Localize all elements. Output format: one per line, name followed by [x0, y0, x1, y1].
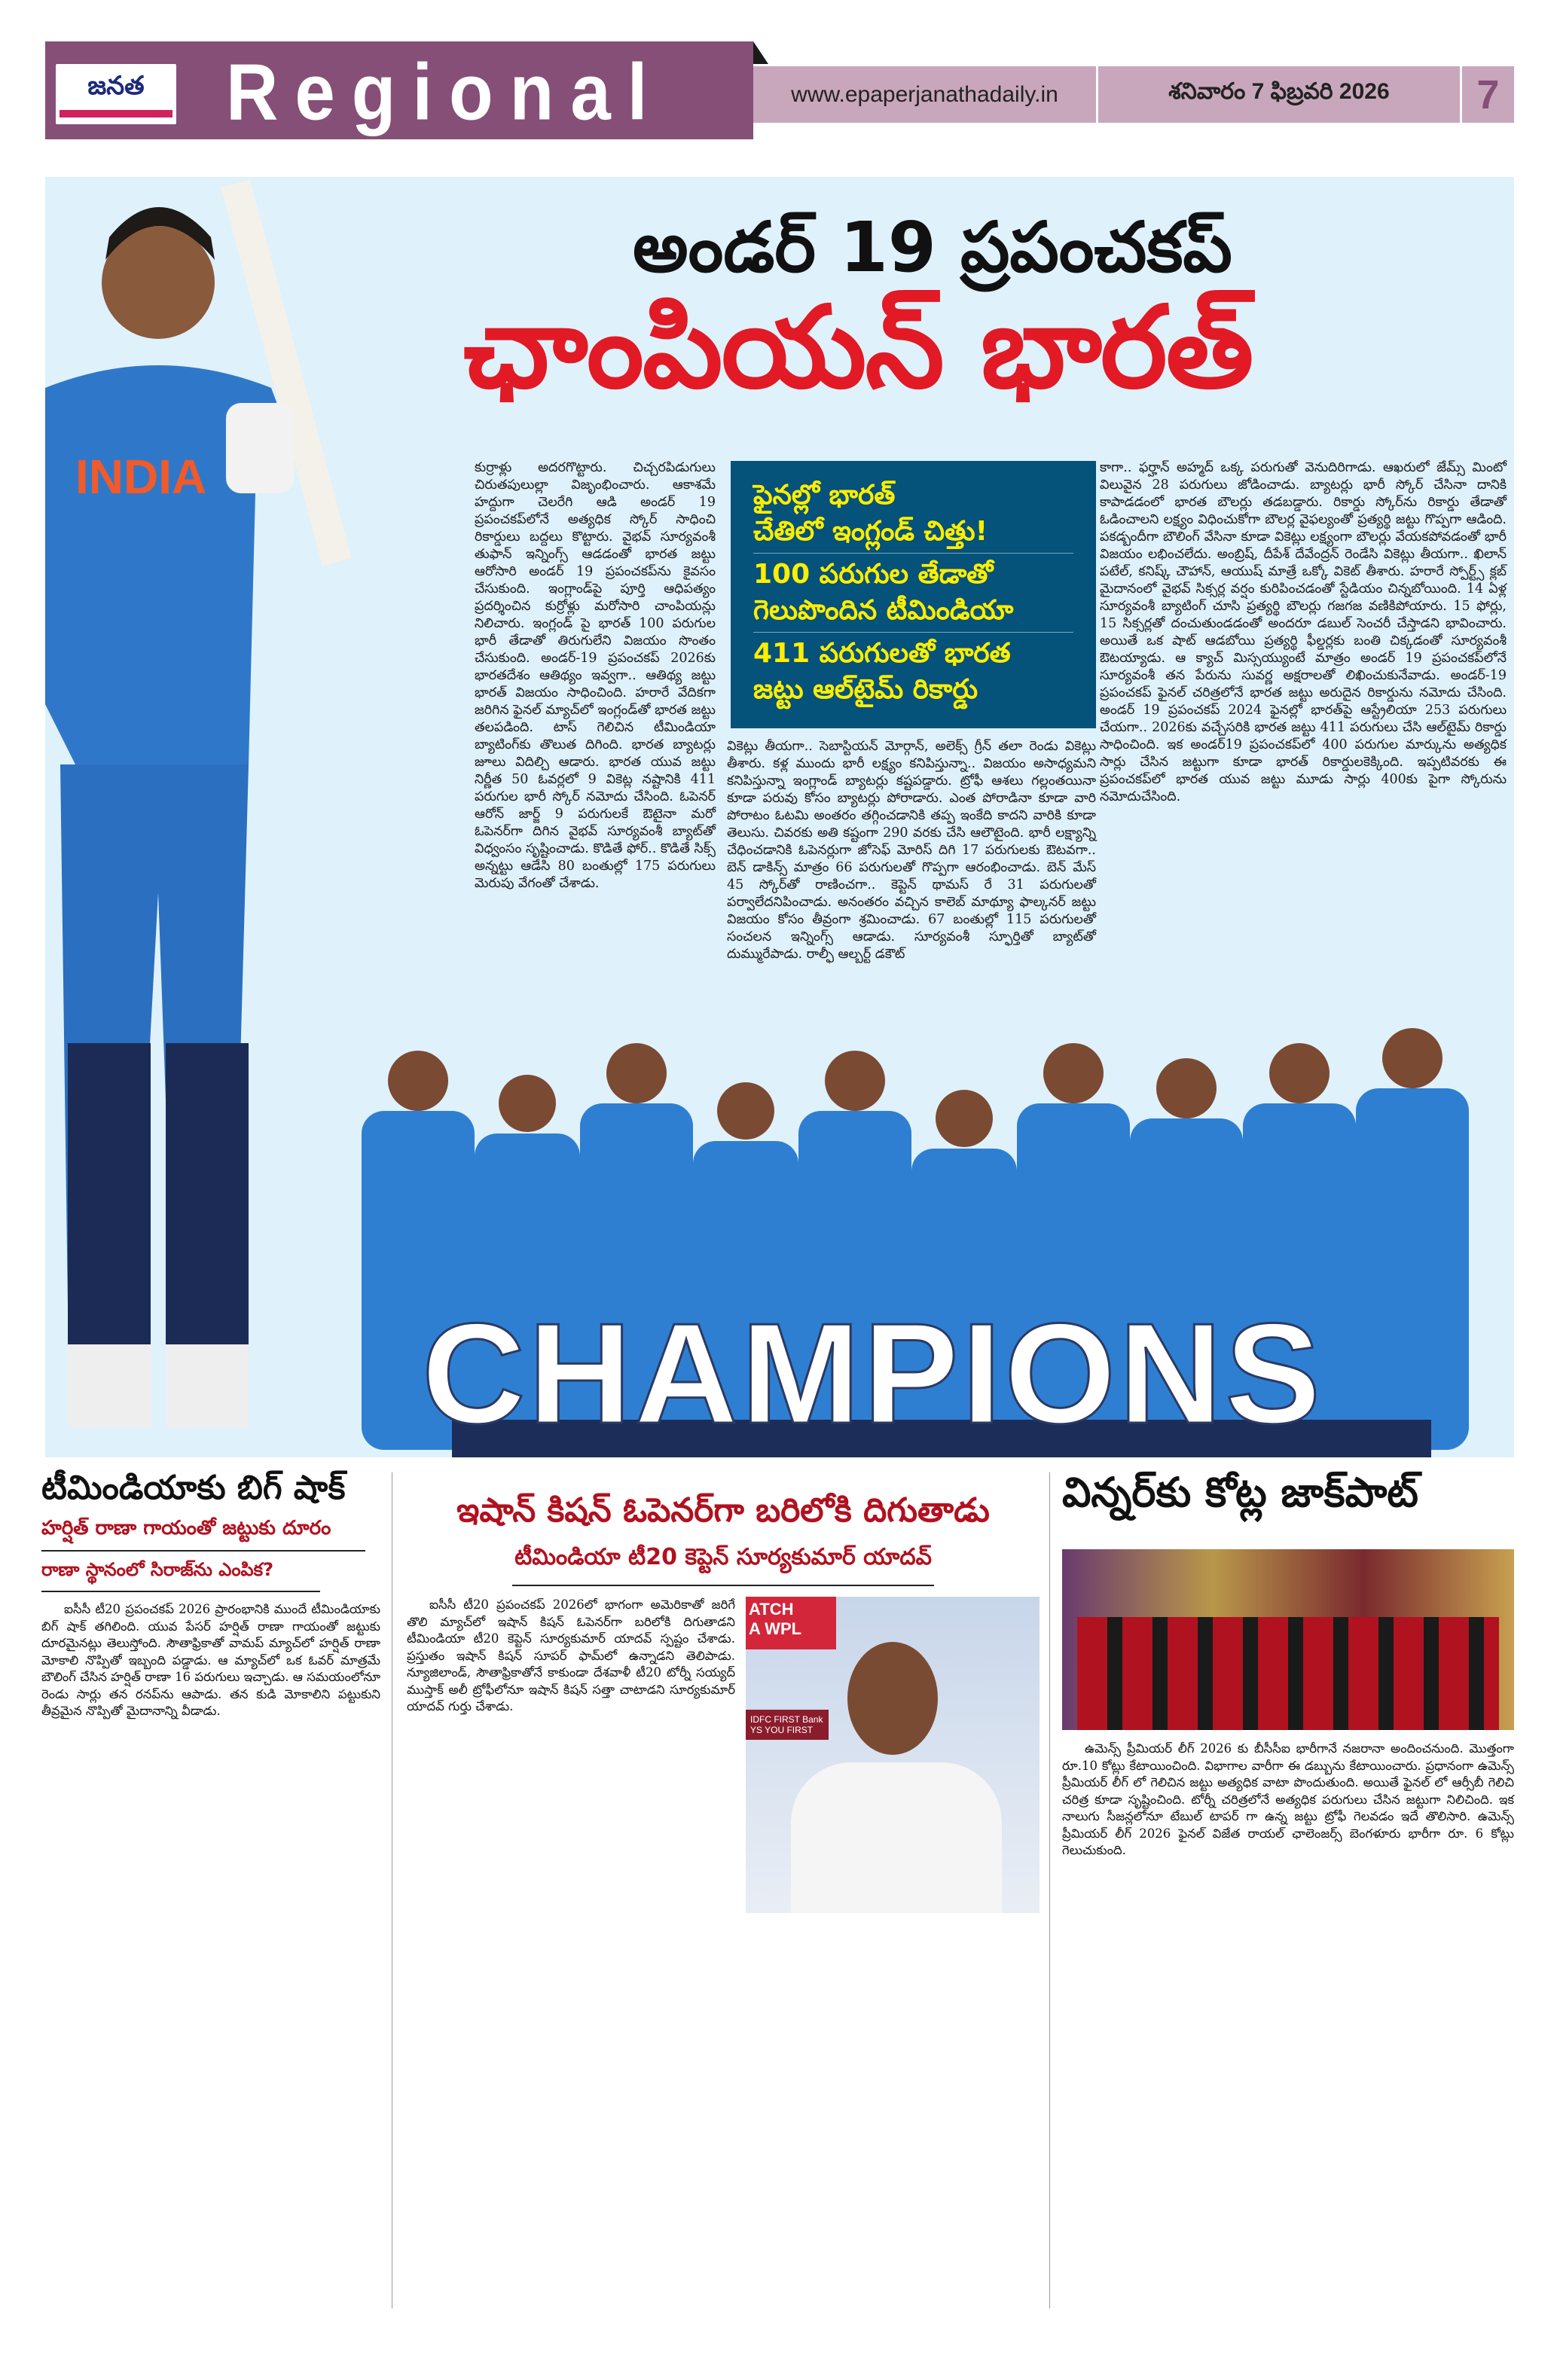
jersey-text: INDIA	[75, 450, 207, 504]
article-subhead: హర్షిత్ రాణా గాయంతో జట్టుకు దూరం	[41, 1517, 331, 1539]
article-headline: టీమిండియాకు బిగ్ షాక్	[41, 1469, 346, 1507]
rcb-celebration-photo	[1062, 1549, 1514, 1730]
highlight-line: 100 పరుగుల తేడాతో	[753, 559, 994, 590]
page-number: 7	[1462, 66, 1514, 123]
lead-title-line1: అండర్ 19 ప్రపంచకప్	[633, 207, 1232, 288]
article-subhead: టీమిండియా టీ20 కెప్టెన్ సూర్యకుమార్ యాదవ్	[514, 1544, 932, 1570]
highlight-line: చేతిలో ఇంగ్లండ్ చిత్తు!	[753, 516, 988, 547]
divider	[41, 1550, 365, 1552]
website-url[interactable]: www.epaperjanathadaily.in	[753, 66, 1096, 123]
shirt	[791, 1762, 1002, 1913]
backdrop-text: YS YOU FIRST	[750, 1725, 814, 1735]
lead-body-col2: వికెట్లు తీయగా.. సెబాస్టియన్ మోర్గాన్, అలెక్స్ గ్రీన్ తలా రెండు వికెట్లు తీశారు. కళ్ల ముందు భారీ లక్ష్యం కనిపిస్తున్నా.. విజయం అసాధ్యమని కనిపిస్తున్నా ఇంగ్లాండ్ బ్యాటర్లు కష్టపడ్డారు. ట్రోఫీ ఆశలు గల్లంతయినా కూడా పరువు కోసం బ్యాటర్లు పోరాడారు. ఎంత పోరాడినా కూడా వారి పోరాటం ఓటమి అంతరం తగ్గించడానికి తప్ప ఇంకేది కాదని వారికి కూడా తెలుసు. చివరకు అతి కష్టంగా 290 వరకు చేసి ఆలౌటైంది. భారీ లక్ష్యాన్ని చేధించడానికి ఓపెనర్లుగా జోసెఫ్ మోరిస్ దిగి 17 పరుగులకు ఔటవగా.. బెన్ డాకిన్స్ మాత్రం 66 పరుగులతో గొప్పగా ఆరంభించాడు. బెన్ మేస్ 45 స్కోర్‌తో రాణించగా.. కెప్టెన్ థామస్ రే 31 పరుగులతో పర్వాలేదనిపించాడు. అనంతరం వచ్చిన కాలెబ్ మాథ్యూ ఫాల్కనర్ జట్టు విజయం కోసం తీవ్రంగా శ్రమించాడు. 67 బంతుల్లో 115 పరుగులతో సంచలన ఇన్నింగ్స్ ఆడాడు. సూర్యవంశీ స్ఫూర్తితో బ్యాట్‌తో దుమ్మురేపాడు. రాల్ఫీ ఆల్బర్ట్ డకౌట్	[727, 739, 1096, 962]
article-kicker: రాణా స్థానంలో సిరాజ్‌ను ఎంపిక?	[41, 1559, 274, 1580]
lead-title-line2: ఛాంపియన్ భారత్	[463, 282, 1253, 413]
logo-strip	[60, 110, 172, 117]
article-big-shock	[41, 1469, 380, 1720]
backdrop-wpl-text	[746, 1597, 836, 1649]
face	[847, 1642, 938, 1755]
backdrop-text: IDFC FIRST Bank	[750, 1714, 823, 1725]
highlight-line: గెలుపొందిన టీమిండియా	[753, 595, 1014, 626]
team-players	[1077, 1617, 1499, 1730]
lead-body-col1: కుర్రాళ్లు అదరగొట్టారు. చిచ్చరపిడుగులు చిరుతపులుల్లా విజృంభించారు. ఆకాశమే హద్దుగా చెలరేగి ఆడి అండర్ 19 ప్రపంచకప్‌లోనే అత్యధిక స్కోర్ సాధించి రికార్డులు బద్దలు కొట్టారు. వైభవ్ సూర్యవంశీ తుఫాన్ ఇన్నింగ్స్ ఆడడంతో భారత జట్టు ఆరోసారి అండర్ 19 ప్రపంచకప్‌ను కైవసం చేసుకుంది. ఇంగ్లాండ్‌పై పూర్తి ఆధిపత్యం ప్రదర్శించిన కుర్రోళ్లు మరోసారి చాంపియన్లు నిలిచారు. ఇంగ్లండ్ పై భారత్ 100 పరుగుల భారీ తేడాతో తిరుగులేని విజయం సొంతం చేసుకుంది. అండర్-19 ప్రపంచకప్ 2026కు భారతదేశం ఆతిథ్యం ఇవ్వగా.. ఆతిథ్య జట్టు భారత్ విజయం సాధించింది. హరారే వేదికగా జరిగిన ఫైనల్ మ్యాచ్‌లో ఇంగ్లండ్‌తో భారత జట్టు తలపడింది. టాస్ గెలిచిన టీమిండియా బ్యాటింగ్‌కు తొలుత దిగింది. భారత బ్యాటర్లు జూలు విదిల్చి ఆడారు. భారత యువ జట్టు నిర్ణీత 50 ఓవర్లలో 9 వికెట్ల నష్టానికి 411 పరుగుల భారీ స్కోర్ నమోదు చేసింది. ఓపెనర్ ఆరోన్ జార్జ్ 9 పరుగులకే ఔటైనా మరో ఓపెనర్‌గా దిగిన వైభవ్ సూర్యవంశీ బ్యాట్‌తో విధ్వంసం సృష్టించాడు. కొడితే ఫోర్.. కొడితే సిక్స్ అన్నట్టు ఆడేసి 80 బంతుల్లో 175 పరుగులు మెరుపు వేగంతో చేశాడు.	[475, 460, 716, 891]
divider	[512, 1585, 934, 1586]
highlight-box	[731, 461, 1096, 728]
article-body: ఐసీసీ టీ20 ప్రపంచకప్ 2026లో భాగంగా అమెరికాతో జరిగే తొలి మ్యాచ్‌లో ఇషాన్ కిషన్ ఓపెనర్‌గా బరిలోకి దిగుతాడని టీమిండియా టీ20 కెప్టెన్ సూర్యకుమార్ యాదవ్ స్పష్టం చేశాడు. ప్రస్తుతం ఇషాన్ కిషన్ సూపర్ ఫామ్‌లో ఉన్నాడని తెలిపాడు. న్యూజిలాండ్, సౌతాఫ్రికాతోనే కాకుండా దేశవాళీ టీ20 టోర్నీ సయ్యద్ ముస్తాక్ అలీ ట్రోఫీలోనూ ఇషాన్ కిషన్ సత్తా చాటాడని సూర్యకుమార్ యాదవ్ గుర్తు చేశాడు.	[407, 1597, 735, 1713]
divider	[753, 632, 1073, 633]
newspaper-logo	[56, 64, 176, 124]
article-wpl-jackpot	[1062, 1469, 1514, 1860]
header-corner-decoration	[753, 41, 768, 64]
lead-body-col3: కాగా.. ఫర్హాన్ అహ్మద్ ఒక్క పరుగుతో వెనుదిరిగాడు. ఆఖరులో జేమ్స్ మింటో విలువైన 28 పరుగులు జోడించాడు. బ్యాటర్లు భారీ స్కోర్ చేసినా దానికి కాపాడడంలో భారత బౌలర్లు తడబడ్డారు. రికార్డు స్కోర్‌ను రికార్డు తేడాతో ఓడించాలని లక్ష్యం విధించుకోగా బౌలర్ల వైఫల్యంతో ప్రత్యర్థి జట్టు గొప్పగా ఆడింది. పకడ్బందీగా బౌలింగ్ వేసినా కూడా వికెట్లు లక్ష్యంగా బౌలర్లు వేయకపోవడంతో భారీ విజయం లభించలేదు. అంబ్రిష్, దీపేశ్ దేవేంద్రన్ రెండేసి వికెట్లు తీయగా.. ఖిలాన్ పటేల్, కనిష్క్ చౌహాన్, ఆయుష్ మాత్రే ఒక్కో వికెట్ తీశారు. హరారే స్పోర్ట్స్ క్లబ్ మైదానంలో వైభవ్ సిక్సర్ల వర్షం కురిపించడంతో స్టేడియం చిన్నబోయింది. 14 ఏళ్ల సూర్యవంశీ బ్యాటింగ్ చూసి ప్రత్యర్థి బౌలర్లు గజగజ వణికిపోయారు. 15 ఫోర్లు, 15 సిక్సర్లతో దంచుతుండడంతో అందరూ డబుల్ సెంచరీ చేస్తాడని భావించారు. అయితే ఒక షాట్ ఆడబోయి ప్రత్యర్థి ఫీల్డర్లకు బంతి చిక్కడంతో సూర్యవంశీ ఔటయ్యాడు. ఆ క్యాచ్ మిస్సయ్యుంటే మాత్రం అండర్ 19 ప్రపంచకప్‌లోనే సూర్యవంశీ తన పేరును సువర్ణ అక్షరాలతో లిఖించుకునేవాడు. అండర్-19 ప్రపంచకప్ ఫైనల్ చరిత్రలోనే భారత జట్టు అరుదైన రికార్డును నమోదు చేసింది. అండర్ 19 ప్రపంచకప్ 2024 ఫైనల్లో భారత్‌పై ఆస్ట్రేలియా 253 పరుగులు చేయగా.. 2026కు వచ్చేసరికి భారత జట్టు 411 పరుగులు చేసి ఆల్‌టైమ్ రికార్డు సాధించింది. ఇక అండర్19 ప్రపంచకప్‌లో 400 పరుగుల మార్కును అత్యధిక సార్లు చేసిన జట్టుగా కూడా భారత్ రికార్డులకెక్కింది. ఇప్పటివరకు ఈ ప్రపంచకప్‌లో భారత యువ జట్టు మూడు సార్లు 400కు పైగా స్కోరును నమోదుచేసింది.	[1100, 460, 1507, 804]
divider	[753, 553, 1073, 554]
highlight-line: 411 పరుగులతో భారత	[753, 638, 1011, 669]
article-body: ఐసీసీ టీ20 ప్రపంచకప్ 2026 ప్రారంభానికి ముందే టీమిండియాకు బిగ్ షాక్ తగిలింది. యువ పేసర్ హర్షిత్ రాణా గాయంతో జట్టుకు దూరమైనట్లు తెలుస్తోంది. సౌతాఫ్రికాతో వామప్ మ్యాచ్‌లో హర్షిత్ రాణా మోకాలి నొప్పితో ఇబ్బంది పడ్డాడు. ఆ మ్యాచ్‌లో ఒక ఓవర్ మాత్రమే బౌలింగ్ చేసిన హర్షిత్ రాణా 16 పరుగులు ఇచ్చాడు. ఆ సమయంలోనూ రెండు సార్లు తన రనప్‌ను ఆపాడు. తన కుడి మోకాలిని పట్టుకుని తీవ్రమైన నొప్పితో మైదానాన్ని వీడాడు.	[41, 1602, 380, 1718]
section-title: Regional	[226, 48, 664, 137]
divider	[41, 1591, 320, 1592]
suryakumar-press-photo	[746, 1597, 1040, 1913]
logo-text: జనత	[87, 71, 145, 101]
champions-banner-text: CHAMPIONS	[422, 1294, 1324, 1454]
sponsor-board	[746, 1710, 829, 1740]
article-headline: ఇషాన్ కిషన్ ఓపెనర్‌గా బరిలోకి దిగుతాడు	[456, 1491, 990, 1530]
issue-date: శనివారం 7 ఫిబ్రవరి 2026	[1098, 66, 1460, 123]
column-divider	[1049, 1472, 1050, 2308]
highlight-line: ఫైనల్లో భారత్	[753, 480, 896, 511]
article-body: ఉమెన్స్ ప్రీమియర్ లీగ్ 2026 కు బీసీసీఐ భారీగానే నజరానా అందించనుంది. మొత్తంగా రూ.10 కోట్లు కేటాయించింది. విభాగాల వారీగా ఈ డబ్బును కేటాయించారు. ప్రధానంగా ఉమెన్స్ ప్రీమియర్ లీగ్ లో గెలిచిన జట్టు అత్యధిక వాటా పొందుతుంది. అయితే ఫైనల్ లో ఆర్సీబీ గెలిచి చరిత్ర కూడా సృష్టించింది. టోర్నీ చరిత్రలోనే అత్యధిక పరుగులు చేసిన జట్టుగా నిలిచింది. ఇక నాలుగు సీజన్లలోనూ టేబుల్ టాపర్ గా ఉన్న జట్టు ట్రోఫీ గెలవడం ఇదే తొలిసారి. ఉమెన్స్ ప్రీమియర్ లీగ్ 2026 ఫైనల్ విజేత రాయల్ ఛాలెంజర్స్ బెంగళూరు భారీగా రూ. 6 కోట్లు గెలుచుకుంది.	[1062, 1741, 1514, 1857]
backdrop-text: A WPL	[749, 1619, 802, 1638]
backdrop-text: ATCH	[749, 1600, 794, 1619]
article-headline: విన్నర్‌కు కోట్ల జాక్‌పాట్	[1062, 1469, 1418, 1516]
masthead	[45, 41, 753, 139]
highlight-line: జట్టు ఆల్‌టైమ్ రికార్డు	[753, 674, 978, 705]
lead-story	[45, 177, 1514, 1457]
article-ishan-kishan	[407, 1469, 1040, 1921]
